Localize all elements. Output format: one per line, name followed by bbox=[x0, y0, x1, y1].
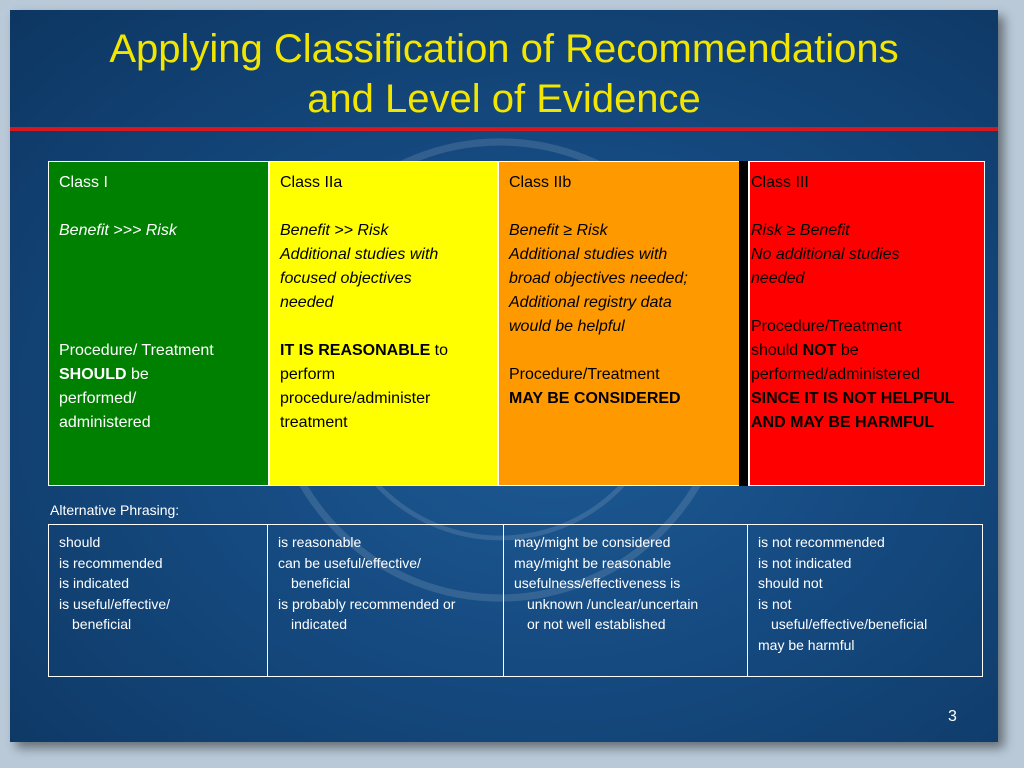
classification-table bbox=[48, 161, 985, 486]
alt-phrase: is not indicated bbox=[758, 554, 852, 571]
alt-phrase: may/might be considered bbox=[514, 534, 671, 550]
action-line: AND MAY BE HARMFUL bbox=[751, 414, 935, 431]
class-description-line: No additional studies bbox=[751, 246, 900, 263]
class-description-line: Risk ≥ Benefit bbox=[751, 222, 850, 239]
class-description-line: broad objectives needed; bbox=[509, 270, 688, 287]
action-line: SINCE IT IS NOT HELPFUL bbox=[751, 390, 955, 407]
alt-phrase: unknown /unclear/uncertain bbox=[527, 595, 699, 612]
title-divider bbox=[10, 127, 998, 131]
action-line: SHOULD be bbox=[59, 366, 149, 383]
alt-phrase: is not recommended bbox=[758, 534, 885, 550]
alt-phrase: is indicated bbox=[59, 575, 130, 591]
class-name: Class IIb bbox=[509, 174, 572, 191]
slide bbox=[10, 10, 998, 742]
alt-phrase: beneficial bbox=[72, 616, 132, 632]
class-name: Class I bbox=[59, 174, 108, 191]
alt-phrase: usefulness/effectiveness is bbox=[514, 575, 681, 591]
class-description-line: Additional registry data bbox=[509, 294, 672, 311]
action-line: perform bbox=[280, 366, 336, 383]
alt-phrase: beneficial bbox=[291, 575, 351, 591]
title-line-2: and Level of Evidence bbox=[307, 77, 701, 121]
alternative-phrasing-table bbox=[48, 524, 983, 677]
alt-phrase: or not well established bbox=[527, 616, 666, 632]
alt-col-class-i bbox=[49, 525, 268, 676]
class-iia-cell bbox=[270, 162, 497, 485]
alt-phrase: indicated bbox=[291, 616, 348, 632]
class-description-line: Additional studies with bbox=[280, 246, 439, 263]
alt-col-class-iia bbox=[268, 525, 504, 676]
alt-phrase: useful/effective/beneficial bbox=[771, 616, 928, 632]
action-line: procedure/administer bbox=[280, 390, 431, 407]
alternative-phrasing-label: Alternative Phrasing: bbox=[50, 502, 180, 518]
class-description-line: needed bbox=[751, 270, 805, 287]
class-i-cell bbox=[49, 162, 268, 485]
alt-phrase: should not bbox=[758, 575, 823, 591]
alt-phrase: should bbox=[59, 534, 101, 550]
action-line: treatment bbox=[280, 414, 348, 431]
alt-col-class-iib bbox=[504, 525, 748, 676]
action-line: performed/administered bbox=[751, 366, 920, 383]
action-line: performed/ bbox=[59, 390, 137, 407]
action-line: Procedure/Treatment bbox=[751, 318, 902, 335]
alt-phrase: is not bbox=[758, 595, 792, 612]
alt-phrase: may/might be reasonable bbox=[514, 554, 672, 571]
class-description-line: Benefit >>> Risk bbox=[59, 222, 177, 239]
slide-title bbox=[10, 24, 998, 124]
action-line: should NOT be bbox=[751, 342, 859, 359]
page-number: 3 bbox=[948, 708, 957, 725]
class-iib-cell bbox=[499, 162, 739, 485]
class-iii-cell bbox=[750, 162, 984, 485]
action-line: IT IS REASONABLE to bbox=[280, 342, 449, 359]
alt-phrase: is probably recommended or bbox=[278, 595, 456, 612]
action-line: administered bbox=[59, 414, 151, 431]
class-description-line: Additional studies with bbox=[509, 246, 668, 263]
alt-col-class-iii bbox=[748, 525, 982, 676]
class-name: Class III bbox=[751, 174, 809, 191]
alt-phrase: is reasonable bbox=[278, 534, 362, 550]
class-description-line: Benefit >> Risk bbox=[280, 222, 389, 239]
title-line-1: Applying Classification of Recommendations bbox=[109, 27, 899, 71]
action-line: MAY BE CONSIDERED bbox=[509, 390, 681, 407]
action-line: Procedure/Treatment bbox=[509, 366, 660, 383]
column-divider bbox=[739, 161, 748, 486]
alt-phrase: is useful/effective/ bbox=[59, 595, 171, 612]
alt-phrase: can be useful/effective/ bbox=[278, 554, 421, 571]
class-description-line: Benefit ≥ Risk bbox=[509, 222, 608, 239]
class-description-line: would be helpful bbox=[509, 318, 625, 335]
class-description-line: focused objectives bbox=[280, 270, 412, 287]
alt-phrase: may be harmful bbox=[758, 636, 855, 653]
alt-phrase: is recommended bbox=[59, 554, 163, 571]
class-description-line: needed bbox=[280, 294, 334, 311]
class-name: Class IIa bbox=[280, 174, 343, 191]
action-line: Procedure/ Treatment bbox=[59, 342, 214, 359]
